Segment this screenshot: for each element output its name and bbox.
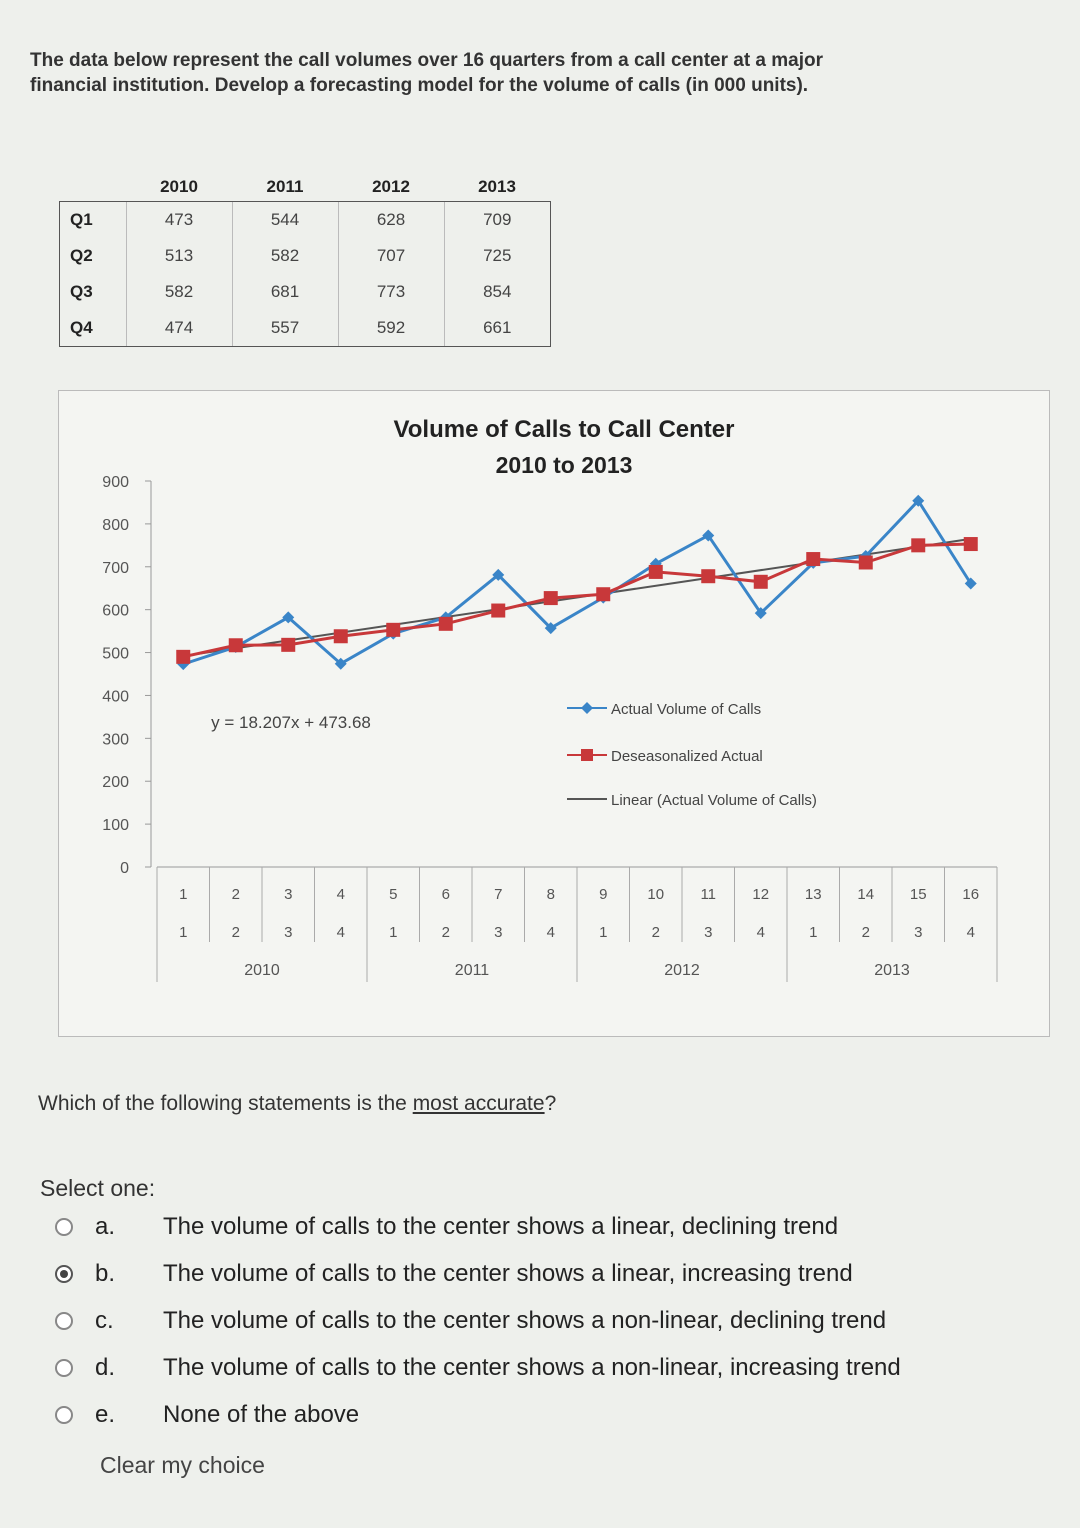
radio-button[interactable] <box>55 1406 73 1424</box>
question-text <box>38 1092 556 1116</box>
deseasonalized-point <box>754 575 768 589</box>
table-cell: 725 <box>444 238 550 274</box>
year-header: 2011 <box>266 177 304 196</box>
quarter-label: Q1 <box>70 210 93 229</box>
quarter-label: Q3 <box>70 282 93 301</box>
x-period-label: 7 <box>494 886 503 903</box>
x-quarter-label: 2 <box>441 924 450 941</box>
year-header: 2012 <box>372 177 410 196</box>
table-cell: 582 <box>232 238 338 274</box>
y-tick-label: 0 <box>120 860 129 877</box>
table-row <box>60 310 550 346</box>
legend-actual-label: Actual Volume of Calls <box>611 701 762 718</box>
clear-choice-link[interactable]: Clear my choice <box>100 1452 265 1478</box>
deseasonalized-point <box>491 604 505 618</box>
table-cell: 661 <box>444 310 550 346</box>
deseasonalized-point <box>911 538 925 552</box>
x-quarter-label: 4 <box>756 924 765 941</box>
actual-series-line <box>183 501 971 664</box>
x-period-label: 4 <box>336 886 345 903</box>
option-letter: c. <box>95 1307 114 1334</box>
x-period-label: 12 <box>752 886 770 903</box>
table-cell: 707 <box>338 238 444 274</box>
deseasonalized-point <box>229 638 243 652</box>
option-e[interactable] <box>55 1395 359 1435</box>
x-period-label: 2 <box>231 886 240 903</box>
radio-button[interactable] <box>55 1359 73 1377</box>
table-cell: 628 <box>338 202 444 238</box>
y-tick-label: 200 <box>102 774 129 792</box>
table-cell: 681 <box>232 274 338 310</box>
option-c[interactable] <box>55 1301 886 1341</box>
radio-button-selected[interactable] <box>55 1265 73 1283</box>
option-text: The volume of calls to the center shows a non-linear, declining trend <box>163 1307 887 1334</box>
quarter-label: Q2 <box>70 246 93 265</box>
question-suffix: ? <box>544 1092 557 1115</box>
x-period-label: 10 <box>647 886 665 903</box>
year-header: 2013 <box>478 177 516 196</box>
x-quarter-label: 1 <box>389 924 398 941</box>
option-letter: a. <box>95 1213 116 1240</box>
x-quarter-label: 3 <box>494 924 503 941</box>
year-header: 2010 <box>160 177 198 196</box>
x-quarter-label: 3 <box>914 924 923 941</box>
x-period-label: 6 <box>441 886 450 903</box>
x-quarter-label: 1 <box>599 924 608 941</box>
table-cell: 592 <box>338 310 444 346</box>
trend-equation: y = 18.207x + 473.68 <box>211 713 371 732</box>
x-quarter-label: 1 <box>179 924 188 941</box>
deseasonalized-point <box>701 569 715 583</box>
x-period-label: 14 <box>857 886 875 903</box>
y-tick-label: 900 <box>102 474 129 491</box>
x-period-label: 13 <box>804 886 822 903</box>
table-cell: 582 <box>126 274 232 310</box>
table-cell: 709 <box>444 202 550 238</box>
x-period-label: 9 <box>599 886 608 903</box>
option-text: The volume of calls to the center shows a linear, declining trend <box>163 1213 839 1240</box>
option-a[interactable] <box>55 1207 838 1247</box>
x-period-label: 1 <box>179 886 188 903</box>
quarter-label: Q4 <box>70 318 93 337</box>
x-period-label: 11 <box>700 886 717 903</box>
chart-subtitle: 2010 to 2013 <box>495 452 633 478</box>
radio-button[interactable] <box>55 1218 73 1236</box>
table-cell: 473 <box>126 202 232 238</box>
table-cell: 513 <box>126 238 232 274</box>
x-period-label: 16 <box>962 886 980 903</box>
question-prefix: Which of the following statements is the <box>38 1092 413 1115</box>
deseasonalized-point <box>334 629 348 643</box>
x-period-label: 3 <box>284 886 293 903</box>
deseasonalized-series-line <box>183 544 971 657</box>
y-tick-label: 500 <box>102 645 129 663</box>
chart-title: Volume of Calls to Call Center <box>393 416 735 443</box>
deseasonalized-point <box>544 591 558 605</box>
deseasonalized-point <box>439 617 453 631</box>
table-corner <box>60 172 126 202</box>
deseasonalized-point <box>176 650 190 664</box>
chart-area <box>58 390 1050 1037</box>
deseasonalized-point <box>859 555 873 569</box>
x-quarter-label: 1 <box>809 924 818 941</box>
deseasonalized-point <box>964 537 978 551</box>
x-year-label: 2012 <box>664 962 700 979</box>
x-quarter-label: 4 <box>336 924 345 941</box>
y-tick-label: 800 <box>102 516 129 534</box>
problem-intro: The data below represent the call volumes over 16 quarters from a call center at a major financial institution. Develop a forecasting model for the volume of calls (in 000 units). <box>30 50 824 96</box>
deseasonalized-point <box>596 587 610 601</box>
x-period-label: 5 <box>389 886 398 903</box>
legend-deseasonalized-marker <box>581 749 593 761</box>
option-letter: b. <box>95 1260 116 1287</box>
x-quarter-label: 2 <box>861 924 870 941</box>
x-year-label: 2011 <box>454 962 490 979</box>
y-tick-label: 700 <box>102 559 129 577</box>
table-cell: 544 <box>232 202 338 238</box>
option-text: None of the above <box>163 1401 360 1428</box>
table-cell: 474 <box>126 310 232 346</box>
line-chart <box>59 391 1049 1036</box>
table-cell: 854 <box>444 274 550 310</box>
x-period-label: 15 <box>909 886 927 903</box>
option-letter: e. <box>95 1401 116 1428</box>
option-letter: d. <box>95 1354 116 1381</box>
radio-button[interactable] <box>55 1312 73 1330</box>
legend-deseasonalized-label: Deseasonalized Actual <box>611 748 763 765</box>
select-one-label: Select one: <box>40 1175 156 1201</box>
table-cell: 557 <box>232 310 338 346</box>
table-cell: 773 <box>338 274 444 310</box>
deseasonalized-point <box>281 638 295 652</box>
x-year-label: 2013 <box>874 962 910 979</box>
y-tick-label: 100 <box>102 817 129 835</box>
x-quarter-label: 3 <box>284 924 293 941</box>
y-tick-label: 400 <box>102 688 129 706</box>
x-quarter-label: 2 <box>651 924 660 941</box>
question-emphasis: most accurate <box>412 1092 545 1115</box>
option-text: The volume of calls to the center shows a linear, increasing trend <box>163 1260 853 1287</box>
deseasonalized-point <box>386 623 400 637</box>
option-text: The volume of calls to the center shows a non-linear, increasing trend <box>163 1354 901 1381</box>
option-b[interactable] <box>55 1254 853 1294</box>
y-tick-label: 300 <box>102 731 129 749</box>
deseasonalized-point <box>806 552 820 566</box>
option-d[interactable] <box>55 1348 901 1388</box>
x-year-label: 2010 <box>244 962 280 979</box>
deseasonalized-point <box>649 565 663 579</box>
x-period-label: 8 <box>546 886 555 903</box>
table-row <box>60 202 550 238</box>
legend-trend-label: Linear (Actual Volume of Calls) <box>611 792 817 809</box>
table-row <box>60 238 550 274</box>
x-quarter-label: 4 <box>546 924 555 941</box>
legend-actual-marker <box>581 702 593 714</box>
x-quarter-label: 3 <box>704 924 713 941</box>
call-volume-table <box>60 172 550 346</box>
x-quarter-label: 4 <box>966 924 975 941</box>
x-quarter-label: 2 <box>231 924 240 941</box>
y-tick-label: 600 <box>102 602 129 620</box>
table-row <box>60 274 550 310</box>
